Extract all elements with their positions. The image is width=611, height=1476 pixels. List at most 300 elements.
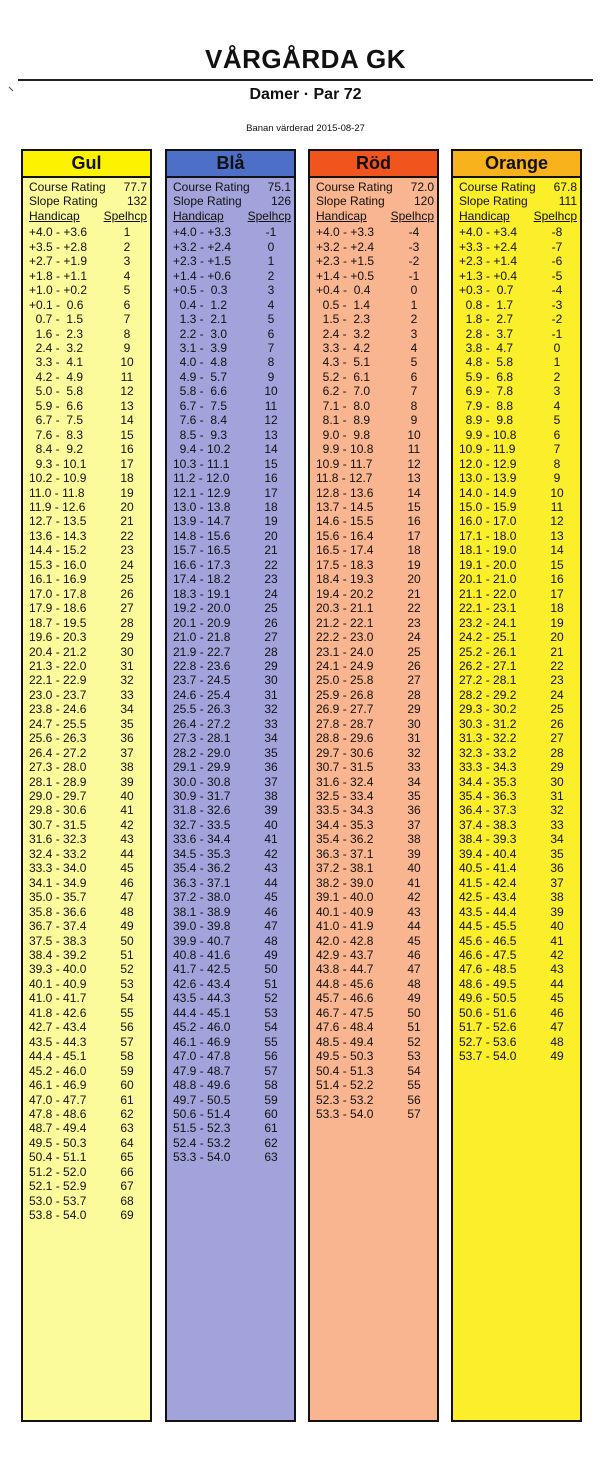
handicap-range: +0.5 - 0.3 — [173, 283, 228, 298]
table-row — [459, 876, 577, 890]
playing-handicap: 47 — [120, 890, 134, 905]
handicap-range: 24.7 - 25.5 — [29, 716, 87, 731]
spelhcp-header: Spelhcp — [247, 208, 291, 223]
tee-column-rod — [308, 149, 439, 1422]
table-row — [29, 746, 147, 760]
handicap-range: 33.6 - 34.4 — [173, 832, 231, 847]
table-row — [316, 717, 434, 731]
table-row — [173, 673, 291, 687]
playing-handicap: 11 — [264, 398, 278, 413]
playing-handicap: 12 — [550, 514, 564, 529]
handicap-range: 31.3 - 32.2 — [459, 731, 517, 746]
playing-handicap: 46 — [264, 904, 278, 919]
playing-handicap: 69 — [120, 1208, 134, 1223]
handicap-range: 29.0 - 29.7 — [29, 789, 87, 804]
table-row — [173, 1150, 291, 1164]
handicap-range: +2.3 - +1.4 — [459, 254, 518, 269]
handicap-range: 48.6 - 49.5 — [459, 976, 517, 991]
playing-handicap: 22 — [264, 557, 278, 572]
table-row — [173, 1049, 291, 1063]
table-row — [459, 572, 577, 586]
handicap-range: 10.3 - 11.1 — [173, 456, 230, 471]
playing-handicap: 23 — [550, 673, 564, 688]
playing-handicap: 0 — [553, 340, 561, 355]
handicap-range: 6.7 - 7.5 — [173, 398, 228, 413]
course-rating-label: Course Rating — [29, 180, 106, 194]
handicap-range: 47.6 - 48.4 — [316, 1020, 374, 1035]
handicap-range: 51.2 - 52.0 — [29, 1164, 87, 1179]
playing-handicap: 24 — [264, 586, 278, 601]
table-row — [316, 442, 434, 456]
playing-handicap: 27 — [120, 601, 134, 616]
playing-handicap: 1 — [553, 355, 561, 370]
table-row — [316, 890, 434, 904]
playing-handicap: 43 — [264, 861, 278, 876]
table-row — [459, 861, 577, 875]
table-row — [459, 818, 577, 832]
playing-handicap: 23 — [120, 543, 134, 558]
playing-handicap: 38 — [407, 832, 421, 847]
handicap-range: 1.6 - 2.3 — [29, 326, 84, 341]
table-row — [459, 457, 577, 471]
playing-handicap: 11 — [120, 369, 134, 384]
handicap-range: 53.3 - 54.0 — [173, 1150, 231, 1165]
playing-handicap: 55 — [120, 1005, 134, 1020]
handicap-range: 23.2 - 24.1 — [459, 615, 517, 630]
table-row — [173, 702, 291, 716]
tee-column-gul — [21, 149, 152, 1422]
playing-handicap: 53 — [264, 1005, 278, 1020]
playing-handicap: -2 — [551, 312, 563, 327]
playing-handicap: 8 — [267, 355, 275, 370]
playing-handicap: 25 — [264, 601, 278, 616]
table-row — [316, 514, 434, 528]
handicap-range: +4.0 - +3.6 — [29, 225, 88, 240]
handicap-range: +3.2 - +2.4 — [316, 239, 375, 254]
table-row — [29, 312, 147, 326]
handicap-range: 17.4 - 18.2 — [173, 572, 231, 587]
handicap-range: +4.0 - +3.4 — [459, 225, 518, 240]
playing-handicap: 32 — [407, 745, 421, 760]
playing-handicap: 40 — [120, 789, 134, 804]
course-rating-value: 75.1 — [267, 180, 291, 194]
table-row — [316, 384, 434, 398]
tee-column-orange — [451, 149, 582, 1422]
table-row — [459, 529, 577, 543]
playing-handicap: 28 — [264, 644, 278, 659]
playing-handicap: 25 — [407, 644, 421, 659]
handicap-range: 40.1 - 40.9 — [29, 976, 87, 991]
handicap-range: 4.8 - 5.8 — [459, 355, 514, 370]
table-row — [173, 803, 291, 817]
playing-handicap: 0 — [410, 283, 418, 298]
table-row — [316, 1006, 434, 1020]
playing-handicap: 37 — [550, 875, 564, 890]
playing-handicap: 40 — [550, 919, 564, 934]
playing-handicap: 61 — [120, 1092, 134, 1107]
playing-handicap: 48 — [120, 904, 134, 919]
handicap-range: 23.8 - 24.6 — [29, 702, 87, 717]
handicap-range: 13.0 - 13.9 — [459, 471, 517, 486]
playing-handicap: 65 — [120, 1150, 134, 1165]
playing-handicap: -3 — [408, 239, 420, 254]
table-row — [316, 529, 434, 543]
handicap-range: 35.8 - 36.6 — [29, 904, 87, 919]
playing-handicap: 54 — [407, 1063, 421, 1078]
playing-handicap: 62 — [120, 1107, 134, 1121]
table-row — [29, 225, 147, 239]
handicap-table — [173, 225, 291, 1164]
playing-handicap: 3 — [553, 384, 561, 399]
table-row — [316, 818, 434, 832]
course-rating-row — [316, 180, 434, 194]
handicap-range: 43.8 - 44.7 — [316, 962, 374, 977]
table-row — [173, 486, 291, 500]
playing-handicap: 14 — [120, 413, 134, 428]
playing-handicap: 19 — [550, 615, 564, 630]
handicap-range: 28.2 - 29.2 — [459, 687, 517, 702]
table-row — [29, 760, 147, 774]
handicap-range: 26.4 - 27.2 — [173, 716, 231, 731]
handicap-range: 9.9 - 10.8 — [316, 442, 374, 457]
table-row — [316, 572, 434, 586]
playing-handicap: 33 — [407, 760, 421, 775]
handicap-range: 0.7 - 1.5 — [29, 312, 84, 327]
table-row — [316, 688, 434, 702]
handicap-range: 44.8 - 45.6 — [316, 976, 374, 991]
handicap-range: 21.9 - 22.7 — [173, 644, 231, 659]
table-row — [29, 1078, 147, 1092]
table-row — [459, 1035, 577, 1049]
table-row — [316, 1078, 434, 1092]
handicap-range: 19.2 - 20.0 — [173, 601, 231, 616]
playing-handicap: 11 — [550, 499, 564, 514]
table-row — [459, 413, 577, 427]
slope-rating-value: 132 — [126, 194, 147, 209]
handicap-range: 32.4 - 33.2 — [29, 846, 87, 861]
playing-handicap: 16 — [264, 471, 278, 486]
handicap-range: 14.8 - 15.6 — [173, 528, 231, 543]
table-row — [29, 962, 147, 976]
playing-handicap: 30 — [120, 644, 134, 659]
playing-handicap: 17 — [264, 485, 278, 500]
table-row — [173, 991, 291, 1005]
table-row — [459, 803, 577, 817]
playing-handicap: 48 — [407, 976, 421, 991]
playing-handicap: 8 — [553, 456, 561, 471]
handicap-range: +2.7 - +1.9 — [29, 254, 88, 269]
handicap-range: 1.3 - 2.1 — [173, 312, 228, 327]
table-row — [173, 254, 291, 268]
table-row — [29, 543, 147, 557]
playing-handicap: 35 — [264, 745, 278, 760]
table-row — [459, 269, 577, 283]
playing-handicap: 34 — [550, 832, 564, 847]
table-row — [173, 962, 291, 976]
playing-handicap: 10 — [407, 427, 421, 442]
table-row — [173, 775, 291, 789]
course-rating-value: 77.7 — [123, 180, 147, 194]
playing-handicap: 48 — [264, 933, 278, 948]
table-row — [316, 948, 434, 962]
table-row — [29, 1035, 147, 1049]
playing-handicap: 45 — [407, 933, 421, 948]
table-row — [173, 890, 291, 904]
playing-handicap: 43 — [407, 904, 421, 919]
table-row — [459, 514, 577, 528]
table-row — [29, 240, 147, 254]
handicap-range: 9.3 - 10.1 — [29, 456, 87, 471]
handicap-range: 29.1 - 29.9 — [173, 760, 231, 775]
handicap-range: 48.8 - 49.6 — [173, 1078, 231, 1093]
handicap-range: 52.4 - 53.2 — [173, 1135, 231, 1150]
handicap-header: Handicap — [316, 208, 367, 223]
playing-handicap: 39 — [120, 774, 134, 789]
handicap-range: 39.4 - 40.4 — [459, 846, 517, 861]
playing-handicap: 4 — [123, 268, 131, 283]
table-row — [173, 370, 291, 384]
playing-handicap: 17 — [407, 528, 421, 543]
tee-name: Orange — [453, 151, 580, 178]
handicap-range: 32.7 - 33.5 — [173, 817, 231, 832]
handicap-range: 17.0 - 17.8 — [29, 586, 87, 601]
table-header — [459, 209, 577, 223]
table-row — [173, 500, 291, 514]
handicap-range: +1.4 - +0.6 — [173, 268, 232, 283]
handicap-range: +0.3 - 0.7 — [459, 283, 514, 298]
table-row — [316, 399, 434, 413]
playing-handicap: 8 — [410, 398, 418, 413]
table-row — [29, 269, 147, 283]
handicap-range: 30.0 - 30.8 — [173, 774, 231, 789]
table-row — [316, 847, 434, 861]
playing-handicap: 30 — [407, 716, 421, 731]
handicap-range: 27.3 - 28.0 — [29, 760, 87, 775]
handicap-range: 41.8 - 42.6 — [29, 1005, 87, 1020]
playing-handicap: 6 — [553, 427, 561, 442]
handicap-range: 27.2 - 28.1 — [459, 673, 517, 688]
handicap-range: 10.2 - 10.9 — [29, 471, 87, 486]
playing-handicap: 63 — [264, 1150, 278, 1165]
table-row — [29, 630, 147, 644]
playing-handicap: 27 — [264, 630, 278, 645]
playing-handicap: 46 — [120, 875, 134, 890]
handicap-range: 12.8 - 13.6 — [316, 485, 374, 500]
handicap-range: 1.8 - 2.7 — [459, 312, 514, 327]
course-rating-value: 67.8 — [553, 180, 577, 194]
handicap-range: 26.2 - 27.1 — [459, 658, 517, 673]
table-row — [173, 688, 291, 702]
table-row — [316, 341, 434, 355]
handicap-range: 40.8 - 41.6 — [173, 948, 231, 963]
table-row — [29, 529, 147, 543]
table-row — [173, 948, 291, 962]
handicap-range: 41.0 - 41.9 — [316, 919, 374, 934]
table-row — [173, 746, 291, 760]
handicap-range: 10.9 - 11.7 — [316, 456, 373, 471]
handicap-range: 6.2 - 7.0 — [316, 384, 371, 399]
handicap-range: 50.4 - 51.1 — [29, 1150, 87, 1165]
table-row — [316, 1035, 434, 1049]
handicap-range: 30.9 - 31.7 — [173, 789, 231, 804]
table-row — [29, 731, 147, 745]
handicap-range: +1.3 - +0.4 — [459, 268, 518, 283]
table-row — [459, 1049, 577, 1063]
playing-handicap: 28 — [550, 745, 564, 760]
handicap-range: 5.9 - 6.8 — [459, 369, 514, 384]
playing-handicap: 3 — [410, 326, 418, 341]
handicap-range: 9.4 - 10.2 — [173, 442, 231, 457]
handicap-range: +2.3 - +1.5 — [173, 254, 232, 269]
handicap-range: 3.3 - 4.2 — [316, 340, 371, 355]
handicap-range: 21.2 - 22.1 — [316, 615, 374, 630]
table-row — [173, 428, 291, 442]
handicap-range: 7.6 - 8.4 — [173, 413, 228, 428]
handicap-range: 43.5 - 44.4 — [459, 904, 517, 919]
playing-handicap: -8 — [551, 225, 563, 240]
handicap-range: 42.0 - 42.8 — [316, 933, 374, 948]
handicap-range: 44.4 - 45.1 — [173, 1005, 231, 1020]
handicap-range: 35.4 - 36.2 — [316, 832, 374, 847]
table-row — [29, 1107, 147, 1121]
table-row — [459, 645, 577, 659]
playing-handicap: 55 — [407, 1078, 421, 1093]
course-rating-value: 72.0 — [410, 180, 434, 194]
playing-handicap: -2 — [408, 254, 420, 269]
table-row — [29, 1049, 147, 1063]
handicap-range: 8.4 - 9.2 — [29, 442, 84, 457]
playing-handicap: 34 — [120, 702, 134, 717]
handicap-range: 19.1 - 20.0 — [459, 557, 517, 572]
handicap-range: 51.7 - 52.6 — [459, 1020, 517, 1035]
handicap-range: 12.0 - 12.9 — [459, 456, 517, 471]
playing-handicap: 58 — [120, 1049, 134, 1064]
course-rating-label: Course Rating — [459, 180, 536, 194]
playing-handicap: 41 — [264, 832, 278, 847]
handicap-header: Handicap — [29, 208, 80, 223]
handicap-range: 53.8 - 54.0 — [29, 1208, 87, 1223]
handicap-range: 24.2 - 25.1 — [459, 630, 517, 645]
table-row — [173, 442, 291, 456]
playing-handicap: 64 — [120, 1135, 134, 1150]
table-row — [173, 572, 291, 586]
playing-handicap: 43 — [550, 962, 564, 977]
handicap-table — [459, 225, 577, 1063]
playing-handicap: 41 — [550, 933, 564, 948]
table-row — [173, 413, 291, 427]
table-row — [316, 283, 434, 297]
table-row — [459, 341, 577, 355]
handicap-range: 38.4 - 39.3 — [459, 832, 517, 847]
table-row — [459, 601, 577, 615]
slope-rating-row — [29, 194, 147, 208]
handicap-range: 20.1 - 20.9 — [173, 615, 231, 630]
playing-handicap: 53 — [120, 976, 134, 991]
playing-handicap: 5 — [267, 312, 275, 327]
table-row — [29, 977, 147, 991]
playing-handicap: 9 — [267, 369, 275, 384]
table-row — [173, 789, 291, 803]
handicap-range: 36.4 - 37.3 — [459, 803, 517, 818]
handicap-range: 51.5 - 52.3 — [173, 1121, 231, 1136]
table-row — [316, 1049, 434, 1063]
handicap-range: +3.5 - +2.8 — [29, 239, 88, 254]
handicap-range: 46.6 - 47.5 — [459, 948, 517, 963]
playing-handicap: 12 — [264, 413, 278, 428]
playing-handicap: 20 — [120, 499, 134, 514]
playing-handicap: 38 — [264, 789, 278, 804]
playing-handicap: 6 — [410, 369, 418, 384]
table-row — [29, 1179, 147, 1193]
playing-handicap: 33 — [550, 817, 564, 832]
playing-handicap: 42 — [264, 846, 278, 861]
table-row — [459, 717, 577, 731]
table-row — [316, 659, 434, 673]
playing-handicap: 49 — [550, 1049, 564, 1064]
table-row — [29, 442, 147, 456]
playing-handicap: 33 — [120, 687, 134, 702]
handicap-range: 47.6 - 48.5 — [459, 962, 517, 977]
playing-handicap: -3 — [551, 297, 563, 312]
handicap-range: 38.4 - 39.2 — [29, 948, 87, 963]
table-row — [29, 688, 147, 702]
playing-handicap: 25 — [120, 572, 134, 587]
table-row — [29, 471, 147, 485]
table-row — [459, 370, 577, 384]
table-row — [29, 500, 147, 514]
playing-handicap: 13 — [120, 398, 134, 413]
table-row — [459, 919, 577, 933]
handicap-range: 7.1 - 8.0 — [316, 398, 371, 413]
playing-handicap: 45 — [264, 890, 278, 905]
table-row — [316, 500, 434, 514]
handicap-range: 21.0 - 21.8 — [173, 630, 231, 645]
table-row — [29, 370, 147, 384]
handicap-range: 27.3 - 28.1 — [173, 731, 231, 746]
table-row — [173, 818, 291, 832]
table-row — [316, 413, 434, 427]
slope-rating-row — [173, 194, 291, 208]
handicap-range: 2.8 - 3.7 — [459, 326, 514, 341]
playing-handicap: 31 — [264, 687, 278, 702]
table-row — [173, 847, 291, 861]
table-row — [459, 616, 577, 630]
playing-handicap: 23 — [264, 572, 278, 587]
table-row — [316, 254, 434, 268]
playing-handicap: 53 — [407, 1049, 421, 1064]
table-row — [316, 558, 434, 572]
handicap-range: 5.9 - 6.6 — [29, 398, 84, 413]
table-row — [29, 659, 147, 673]
slope-rating-label: Slope Rating — [316, 194, 385, 209]
table-row — [459, 587, 577, 601]
handicap-range: 45.6 - 46.5 — [459, 933, 517, 948]
playing-handicap: 5 — [553, 413, 561, 428]
handicap-range: +1.4 - +0.5 — [316, 268, 375, 283]
table-row — [316, 298, 434, 312]
table-row — [459, 240, 577, 254]
playing-handicap: 32 — [120, 673, 134, 688]
table-row — [29, 616, 147, 630]
playing-handicap: 30 — [264, 673, 278, 688]
playing-handicap: 38 — [120, 760, 134, 775]
table-header — [29, 209, 147, 223]
handicap-range: 33.5 - 34.3 — [316, 803, 374, 818]
table-row — [29, 673, 147, 687]
table-row — [459, 847, 577, 861]
playing-handicap: 15 — [120, 427, 134, 442]
handicap-range: 5.8 - 6.6 — [173, 384, 228, 399]
